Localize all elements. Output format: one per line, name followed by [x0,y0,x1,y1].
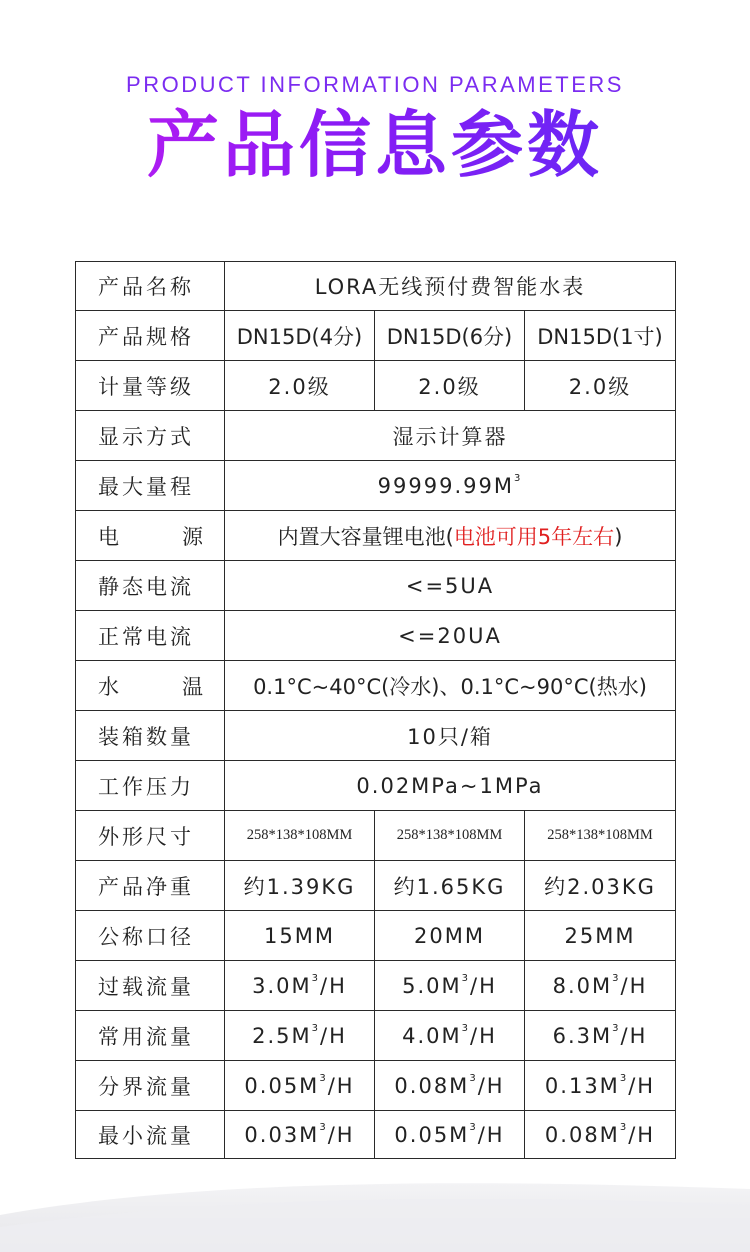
row-value [225,1061,375,1111]
row-value: <=20UA [225,611,676,661]
row-label: 静态电流 [76,561,225,611]
flow-value: 4.0M [402,1023,462,1048]
row-label: 正常电流 [76,611,225,661]
table-row [76,1011,676,1061]
row-label: 过载流量 [76,961,225,1011]
row-value: 约1.39KG [225,861,375,911]
flow-value: 0.08M [544,1122,620,1147]
flow-unit-sup: 3 [319,1121,328,1133]
flow-unit: /H [470,1023,497,1048]
row-value: DN15D(4分) [225,311,375,361]
flow-value: 3.0M [252,973,312,998]
table-row [76,911,676,961]
row-value [375,961,525,1011]
row-value: 约2.03KG [525,861,676,911]
row-value [225,961,375,1011]
flow-unit-sup: 3 [469,1121,478,1133]
table-row [76,761,676,811]
flow-value: 5.0M [402,973,462,998]
row-value: 15MM [225,911,375,961]
row-value [225,511,676,561]
row-value: <=5UA [225,561,676,611]
table-row [76,1061,676,1111]
row-label: 公称口径 [76,911,225,961]
row-value: DN15D(1寸) [525,311,676,361]
row-value [225,1011,375,1061]
row-value: 258*138*108MM [525,811,676,861]
flow-unit-sup: 3 [311,972,320,984]
flow-unit-sup: 3 [461,972,470,984]
flow-unit: /H [477,1073,505,1098]
row-label: 显示方式 [76,411,225,461]
row-value: DN15D(6分) [375,311,525,361]
flow-value: 0.13M [544,1073,620,1098]
row-label: 产品净重 [76,861,225,911]
flow-unit: /H [320,973,347,998]
flow-value: 0.05M [394,1122,470,1147]
row-value: 258*138*108MM [225,811,375,861]
label-char: 温 [182,674,206,699]
range-unit-sup: 3 [513,472,523,484]
table-row [76,311,676,361]
row-label: 产品名称 [76,262,225,311]
table-row [76,661,676,711]
table-row [76,611,676,661]
flow-unit: /H [477,1122,505,1147]
flow-unit: /H [320,1023,347,1048]
row-value: 约1.65KG [375,861,525,911]
row-label: 外形尺寸 [76,811,225,861]
power-value-end: ) [614,524,623,549]
row-value: 湿示计算器 [225,411,676,461]
subtitle: PRODUCT INFORMATION PARAMETERS [126,72,624,97]
table-row [76,561,676,611]
label-char: 源 [182,524,206,549]
row-value: 2.0级 [225,361,375,411]
flow-unit: /H [327,1073,355,1098]
flow-unit-sup: 3 [612,972,621,984]
row-value: 2.0级 [525,361,676,411]
flow-unit: /H [470,973,497,998]
row-label: 装箱数量 [76,711,225,761]
row-value [375,1111,525,1159]
battery-life-note: 电池可用5年左右 [453,524,615,549]
row-value [525,1061,676,1111]
flow-unit: /H [327,1122,355,1147]
flow-unit: /H [620,1023,648,1048]
row-label: 产品规格 [76,311,225,361]
label-char: 水 [98,674,122,699]
flow-value: 8.0M [552,973,613,998]
label-char: 电 [98,524,122,549]
power-value: 内置大容量锂电池( [277,524,454,549]
flow-unit-sup: 3 [619,1121,629,1133]
row-value [375,1011,525,1061]
row-label: 最小流量 [76,1111,225,1159]
flow-value: 0.08M [394,1073,470,1098]
row-label [76,511,225,561]
table-row [76,711,676,761]
table-row [76,1111,676,1159]
row-value [225,1111,375,1159]
flow-value: 0.05M [244,1073,320,1098]
table-row [76,961,676,1011]
row-label: 工作压力 [76,761,225,811]
row-label: 常用流量 [76,1011,225,1061]
table-row [76,361,676,411]
row-value: 2.0级 [375,361,525,411]
flow-unit-sup: 3 [619,1072,629,1084]
flow-unit-sup: 3 [311,1022,320,1034]
row-value [375,1061,525,1111]
flow-unit: /H [620,973,648,998]
flow-unit-sup: 3 [461,1022,470,1034]
row-value: LORA无线预付费智能水表 [225,262,676,311]
table-row [76,511,676,561]
parameter-table [75,261,676,1159]
flow-unit-sup: 3 [319,1072,328,1084]
table-row [76,811,676,861]
row-label [76,661,225,711]
row-value: 0.1°C~40°C(冷水)、0.1°C~90°C(热水) [225,661,676,711]
flow-unit: /H [628,1073,656,1098]
row-label: 分界流量 [76,1061,225,1111]
row-value: 258*138*108MM [375,811,525,861]
row-value [225,461,676,511]
table-row [76,461,676,511]
bottom-wave-decoration [0,1175,750,1252]
row-value [525,1011,676,1061]
row-value: 25MM [525,911,676,961]
row-value: 20MM [375,911,525,961]
row-value: 10只/箱 [225,711,676,761]
row-label: 最大量程 [76,461,225,511]
row-value [525,1111,676,1159]
range-value: 99999.99M [377,473,514,498]
row-value: 0.02MPa~1MPa [225,761,676,811]
flow-value: 6.3M [552,1023,613,1048]
flow-unit-sup: 3 [469,1072,478,1084]
table-row [76,411,676,461]
flow-value: 2.5M [252,1023,312,1048]
table-row [76,262,676,311]
table-row [76,861,676,911]
flow-unit-sup: 3 [612,1022,621,1034]
page-title: 产品信息参数 [0,102,750,188]
row-label: 计量等级 [76,361,225,411]
flow-value: 0.03M [244,1122,320,1147]
flow-unit: /H [628,1122,656,1147]
row-value [525,961,676,1011]
